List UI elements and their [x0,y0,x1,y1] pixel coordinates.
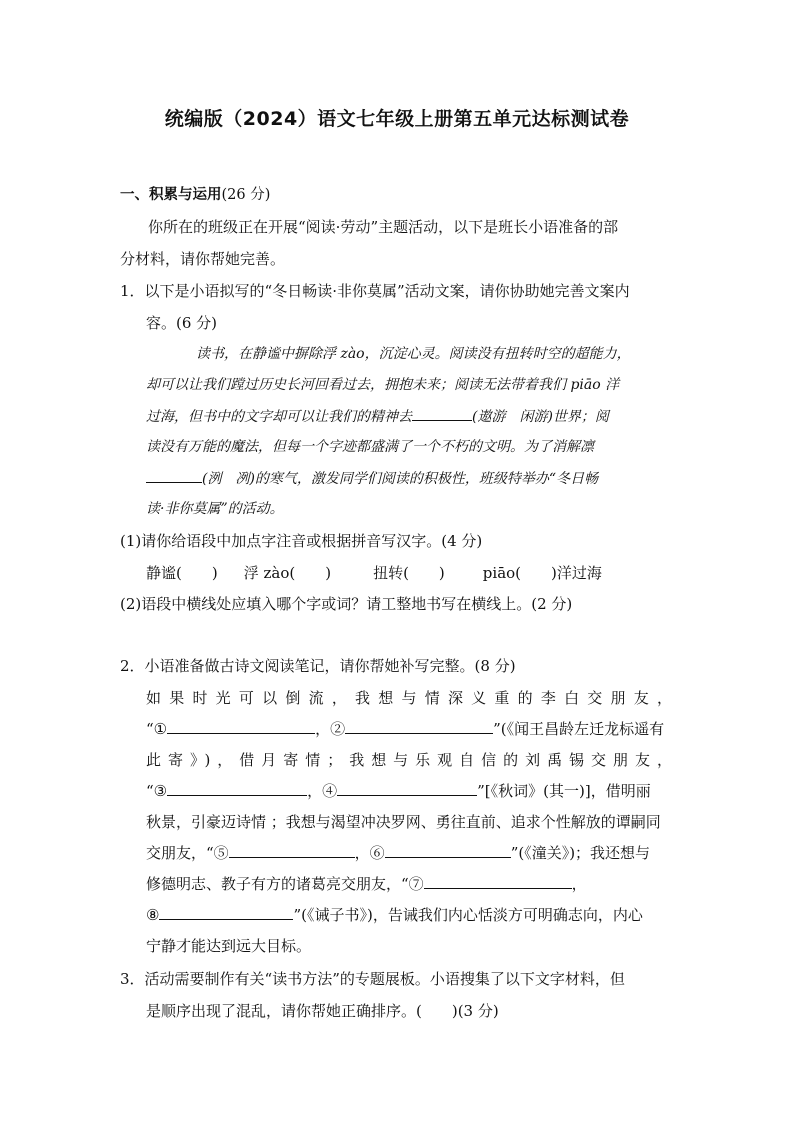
poem-source: ”(《闻王昌龄左迁龙标遥有 [493,720,665,738]
poem-note-line: 宁静才能达到远大目标。 [146,937,312,955]
answer-blank[interactable] [412,406,472,421]
answer-blank-2[interactable] [345,719,493,734]
poem-note-line [146,874,587,894]
blank-label: ⑧ [146,906,160,924]
poem-note-line: 秋景，引豪迈诗情 ；我想与渴望冲决罗网、勇往直前、追求个性解放的谭嗣同 [146,813,661,831]
question-3-stem: 3．活动需要制作有关“读书方法”的专题展板。小语搜集了以下文字材料，但 [120,970,625,988]
question-2-stem: 2．小语准备做古诗文阅读笔记，请你帮她补写完整。(8 分) [120,657,516,675]
sub-question-2-prompt: (2)语段中横线处应填入哪个字或词？请工整地书写在横线上。(2 分) [120,595,573,613]
blank-label: ， [571,875,587,893]
pinyin-item: 扭转( ) [373,564,445,582]
pinyin-item: 静谧( ) [146,564,218,582]
passage-line: 读书，在静谧中摒除浮 zào，沉淀心灵。阅读没有扭转时空的超能力， [196,346,631,362]
passage-line [146,406,609,427]
poem-note-line [146,905,643,925]
poem-note-line: 如果时光可以倒流，我想与情深义重的李白交朋友， [146,689,672,707]
sub-question-1-prompt: (1)请你给语段中加点字注音或根据拼音写汉字。(4 分) [120,532,483,550]
passage-line: 却可以让我们蹚过历史长河回看过去，拥抱未来；阅读无法带着我们 piāo 洋 [146,377,620,393]
passage-line [146,468,598,489]
answer-blank-3[interactable] [167,781,307,796]
passage-text: 过海，但书中的文字却可以让我们的精神去 [146,409,412,425]
passage-line: 读没有万能的魔法，但每一个字迹都盛满了一个不朽的文明。为了消解凛 [146,439,594,455]
answer-blank-6[interactable] [385,843,511,858]
answer-blank-4[interactable] [337,781,477,796]
poem-source: ”[《秋词》(其一)]，借明丽 [477,782,651,800]
pinyin-item: 浮 zào( ) [243,564,332,582]
question-1-stem: 1．以下是小语拟写的“冬日畅读·非你莫属”活动文案，请你协助她完善文案内 [120,282,630,300]
poem-note-line: 此寄》)，借月寄情；我想与乐观自信的刘禹锡交朋友， [146,751,672,769]
poem-note-line [146,843,650,863]
answer-blank-1[interactable] [167,719,315,734]
answer-blank-7[interactable] [424,874,572,889]
blank-label: 修德明志、教子有方的诸葛亮交朋友，“⑦ [146,875,424,893]
poem-source: ”(《诫子书》)，告诫我们内心恬淡方可明确志向，内心 [293,906,643,924]
section-heading-text: 一、积累与运用 [120,187,222,203]
page-title: 统编版（2024）语文七年级上册第五单元达标测试卷 [164,108,630,130]
answer-blank-8[interactable] [159,905,293,920]
section-intro-line: 你所在的班级正在开展“阅读·劳动”主题活动，以下是班长小语准备的部 [148,218,619,236]
poem-source: ”(《潼关》)；我还想与 [510,844,651,862]
blank-label: ，④ [307,782,338,800]
question-3-stem: 是顺序出现了混乱，请你帮她正确排序。( )(3 分) [146,1002,499,1020]
pinyin-item: piāo( )洋过海 [482,564,602,582]
blank-label: “③ [146,782,168,800]
section-score: (26 分) [221,187,271,203]
answer-blank[interactable] [146,468,202,483]
blank-label: ，⑥ [354,844,385,862]
section-heading [120,185,270,205]
poem-note-line [146,781,651,801]
question-1-stem: 容。(6 分) [146,314,218,332]
poem-note-line [146,719,664,739]
passage-text: (洌 冽)的寒气，激发同学们阅读的积极性，班级特举办“冬日畅 [202,471,599,487]
answer-blank-5[interactable] [229,843,355,858]
blank-label: “① [146,720,168,738]
sub-question-1-items [146,563,602,583]
section-intro-line: 分材料，请你帮她完善。 [120,250,286,268]
blank-label: 交朋友，“⑤ [146,844,229,862]
passage-text: (遨游 闲游)世界；阅 [472,409,609,425]
blank-label: ，② [315,720,346,738]
passage-line: 读·非你莫属”的活动。 [146,501,284,517]
